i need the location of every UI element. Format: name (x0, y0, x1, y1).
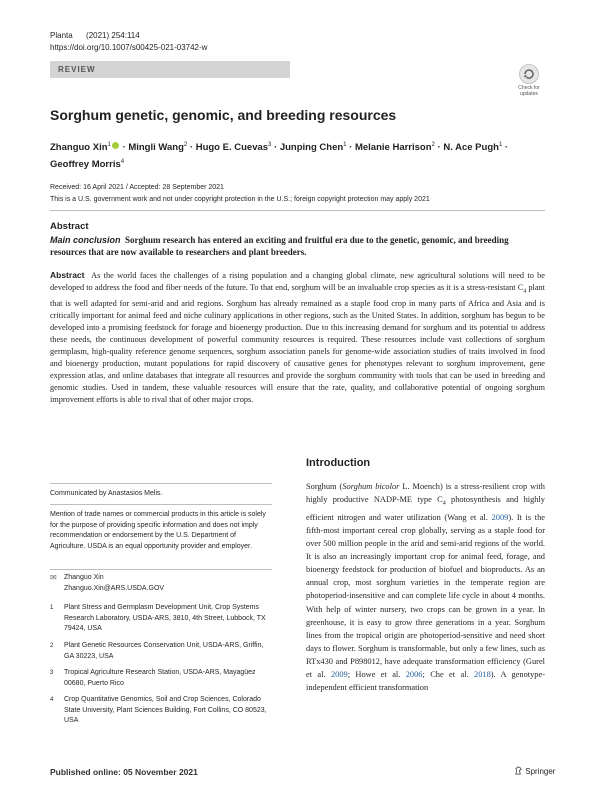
author-name[interactable]: Melanie Harrison (354, 142, 432, 154)
divider (50, 504, 272, 505)
author-name[interactable]: Geoffrey Morris (50, 159, 121, 171)
contact-name: Zhanguo Xin (64, 574, 104, 581)
citation-link[interactable]: 2009 (491, 512, 509, 522)
divider (50, 569, 272, 570)
copyright-notice: This is a U.S. government work and not under copyright protection in the U.S.; foreign copyright protection may apply 2021 (50, 196, 430, 203)
abstract-heading: Abstract (50, 221, 89, 232)
main-conclusion-label: Main conclusion (50, 235, 121, 245)
journal-citation (50, 31, 140, 40)
divider (50, 210, 545, 211)
journal-name: Planta (50, 31, 73, 40)
author-name[interactable]: Mingli Wang (128, 142, 184, 154)
badge-line1: Check for (518, 85, 540, 91)
springer-horse-icon (514, 766, 523, 775)
citation-link[interactable]: 2006 (405, 669, 423, 679)
author-name[interactable]: N. Ace Pugh (443, 142, 499, 154)
envelope-icon: ✉ (50, 573, 57, 582)
published-online: Published online: 05 November 2021 (50, 767, 198, 777)
author-name[interactable]: Junping Chen (279, 142, 344, 154)
journal-volume: (2021) 254:114 (86, 31, 140, 40)
divider (50, 483, 272, 484)
received-date: Received: 16 April 2021 / Accepted: 28 September 2021 (50, 184, 224, 191)
badge-line2: updates (520, 91, 538, 97)
publisher-logo (514, 766, 555, 776)
doi-link[interactable]: https://doi.org/10.1007/s00425-021-03742-w (50, 43, 208, 52)
author-name[interactable]: Zhanguo Xin (50, 142, 108, 154)
citation-link[interactable]: 2009 (330, 669, 348, 679)
section-label: REVIEW (58, 65, 96, 74)
main-conclusion-text: Sorghum research has entered an exciting and fruitful era due to the genetic, genomic, and breeding resources that are now available to researchers and plant breeders. (50, 235, 509, 257)
check-for-updates-badge[interactable] (513, 63, 545, 97)
publisher-name: Springer (525, 767, 556, 776)
author-list: Zhanguo Xin$^1$ · Mingli Wang$^2$ · Hugo E. Cuevas$^3$ · Junping Chen$^1$ · Melanie Harrison$^2$ · N. Ace Pugh$^1$ · Geoffrey Morris$^4$ (50, 142, 509, 171)
introduction-heading: Introduction (306, 457, 371, 469)
disclaimer-note: Mention of trade names or commercial products in this article is solely for the purpose of providing specific information and does not imply recommendation or endorsement by the U.S. Department of Agriculture. USDA is an equal opportunity provider and employer. (50, 511, 266, 550)
orcid-icon[interactable] (112, 142, 119, 149)
introduction-body: Sorghum (Sorghum bicolor L. Moench) is a stress-resilient crop with highly productive NADP-ME type $C_4$ photosynthesis and highly efficient nitrogen and water utilization (Wang et al. 2009). It is the fifth-most important cereal crop globally, serving as a staple food for over 500 million people in the arid and semi-arid regions of the world. It is also an increasingly important crop for animal feed, forage, and bioenergy feedstock for production of biofuel and bioproducts. As an annual crop, most sorghum varieties in the temperate region are photoperiod-insensitive and can complete life cycle in about 4 months. With help of winter nursery, two crops can be grown in a year. In greenhouse, it is easy to grow three generations in a year. Sorghum lines from the tropical origin are photoperiod-sensitive and need short days to flower. Sorghum is transformable, but only a few lines, such as RTx430 and P898012, have adequate transformation efficiency (Gurel et al. 2009; Howe et al. 2006; Che et al. 2018). A genotype-independent efficient transformation (306, 482, 546, 693)
contact-email[interactable]: Zhanguo.Xin@ARS.USDA.GOV (64, 584, 165, 592)
main-conclusion (50, 234, 545, 258)
article-dates (50, 182, 570, 206)
citation-link[interactable]: 2018 (474, 669, 491, 679)
check-updates-icon (513, 63, 545, 97)
abstract-body: Abstract As the world faces the challenges of a rising population and a changing global climate, new agricultural solutions will need to be developed to address the food and fiber needs of the future. To that end, sorghum will be an invaluable crop species as it is a stress-resistant $C_4$ plant that is well adapted for semi-arid and arid regions. Sorghum has already remained as a staple food crop in many parts of Africa and Asia and is critically important for animal feed and niche culinary applications in other regions, such as the United States. In addition, sorghum has begun to be developed into a promising feedstock for forage and bioenergy production. Due to this increasing demand for sorghum and its potential to address these needs, the continuous development of powerful community resources is required. These resources include vast collections of sorghum germplasm, high-quality reference genome sequences, sorghum association panels for genome-wide association studies of traits involved in food and bioenergy production, mutant populations for rapid discovery of causative genes for phenotypes relevant to sorghum improvement, gene expression atlas, and online databases that integrate all resources and provide the sorghum community with tools that can be used in breeding and genomic studies. Used in tandem, these valuable resources will ensure that the rate, quality, and collaborative potential of ongoing sorghum improvement efforts is able to rival that of other major crops. (50, 270, 545, 404)
article-title: Sorghum genetic, genomic, and breeding resources (50, 107, 397, 123)
author-name[interactable]: Hugo E. Cuevas (195, 142, 269, 154)
correspondence-block: ✉ Zhanguo Xin Zhanguo.Xin@ARS.USDA.GOV 1 Plant Stress and Germplasm Development Unit, Crop Systems Research Laboratory, USDA-ARS, 3810, 4th Street, Lubbock, TX 79424, USA 2 Plant Genetic Resources Conservation Unit, USDA-ARS, Griffin, GA 30223, USA 3 Tropical Agriculture Research Station, USDA-ARS, Mayagüez 00680, Puerto Rico 4 Crop Quantitative Genomics, Soil and Crop Sciences, Colorado State University, Plant Sciences Building, Fort Collins, CO 80523, USA (50, 573, 267, 724)
abstract-label: Abstract (50, 270, 85, 280)
communicated-by: Communicated by Anastasios Melis. (50, 490, 163, 497)
